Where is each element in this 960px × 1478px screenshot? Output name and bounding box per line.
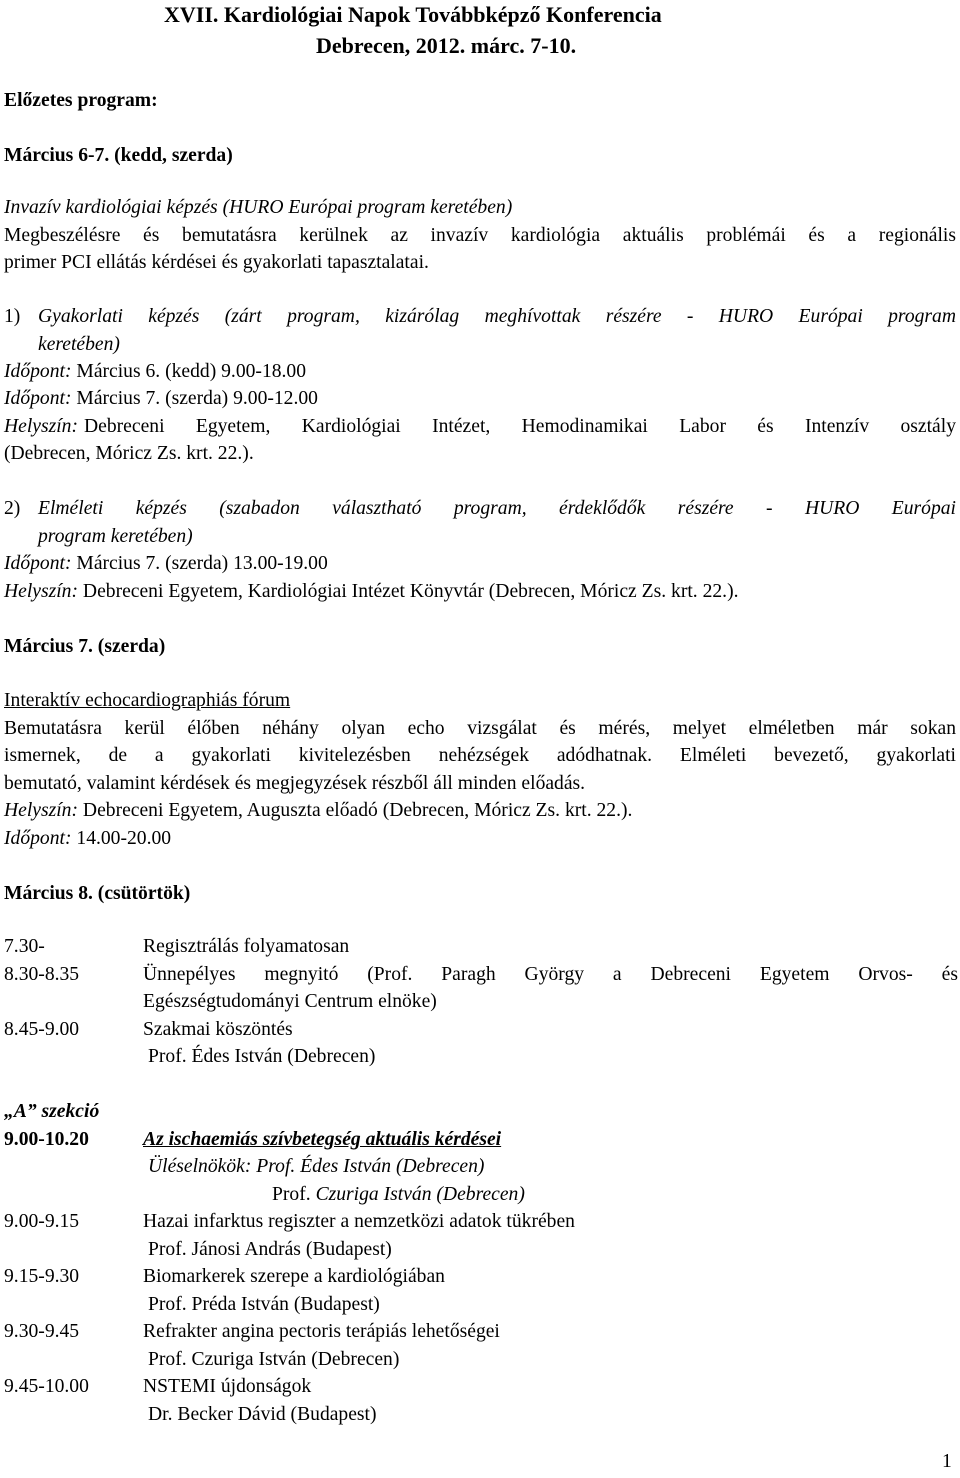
talk-speaker: Prof. Czuriga István (Debrecen)	[148, 1349, 400, 1370]
day1-description-line2: primer PCI ellátás kérdései és gyakorlati tapasztalatai.	[4, 252, 429, 273]
item1-title-line2: keretében)	[38, 334, 120, 355]
item1-number: 1)	[4, 306, 21, 327]
chair-name: Czuriga István (Debrecen)	[315, 1184, 525, 1205]
day2-heading: Március 7. (szerda)	[4, 636, 166, 657]
forum-description-line3: bemutató, valamint kérdések és megjegyzések részből áll minden előadás.	[4, 773, 586, 794]
talk-time: 9.30-9.45	[4, 1321, 80, 1342]
place-label: Helyszín:	[4, 416, 79, 437]
time-label: Időpont:	[4, 553, 72, 574]
forum-description-line2: ismernek, de a gyakorlati kivitelezésben nehézségek adódhatnak. Elméleti bevezető, gyakorlati	[4, 745, 956, 766]
place-value: Debreceni Egyetem, Kardiológiai Intézet Könyvtár (Debrecen, Móricz Zs. krt. 22.).	[82, 581, 739, 602]
day1-heading: Március 6-7. (kedd, szerda)	[4, 145, 233, 166]
time-label: Időpont:	[4, 361, 72, 382]
item1-place-line2: (Debrecen, Móricz Zs. krt. 22.).	[4, 443, 254, 464]
forum-place	[4, 800, 632, 823]
conference-date-place: Debrecen, 2012. márc. 7-10.	[316, 33, 577, 58]
day1-course-title: Invazív kardiológiai képzés (HURO Európai program keretében)	[4, 197, 513, 218]
schedule-text-continued: Egészségtudományi Centrum elnöke)	[143, 991, 437, 1012]
schedule-time: 8.45-9.00	[4, 1019, 80, 1040]
preliminary-program-label: Előzetes program:	[4, 90, 158, 111]
item2-title-line2: program keretében)	[38, 526, 193, 547]
place-value: Debreceni Egyetem, Auguszta előadó (Debrecen, Móricz Zs. krt. 22.).	[82, 800, 633, 821]
forum-title: Interaktív echocardiographiás fórum	[4, 690, 291, 711]
item1-time1	[4, 361, 306, 384]
schedule-speaker: Prof. Édes István (Debrecen)	[148, 1046, 376, 1067]
item2-place	[4, 581, 739, 604]
talk-speaker: Dr. Becker Dávid (Budapest)	[148, 1404, 377, 1425]
item1-time2	[4, 388, 318, 411]
item1-title-line1: Gyakorlati képzés (zárt program, kizárólag meghívottak részére - HURO Európai program	[38, 306, 956, 327]
forum-description-line1: Bemutatásra kerül élőben néhány olyan echo vizsgálat és mérés, melyet elméletben már sokan	[4, 718, 956, 739]
talk-time: 9.45-10.00	[4, 1376, 89, 1397]
schedule-text: Szakmai köszöntés	[143, 1019, 293, 1040]
time-value: 14.00-20.00	[76, 828, 172, 849]
chairs-label: Üléselnökök:	[148, 1156, 252, 1177]
time-label: Időpont:	[4, 828, 72, 849]
item1-place-line1	[4, 416, 956, 439]
time-value: Március 7. (szerda) 9.00-12.00	[76, 388, 318, 409]
talk-title: NSTEMI újdonságok	[143, 1376, 312, 1397]
place-label: Helyszín:	[4, 581, 79, 602]
time-value: Március 6. (kedd) 9.00-18.00	[76, 361, 307, 382]
talk-title: Biomarkerek szerepe a kardiológiában	[143, 1266, 445, 1287]
place-label: Helyszín:	[4, 800, 79, 821]
item2-number: 2)	[4, 498, 21, 519]
schedule-text: Ünnepélyes megnyitó (Prof. Paragh György a Debreceni Egyetem Orvos- és	[143, 964, 958, 985]
forum-time	[4, 828, 171, 851]
talk-time: 9.15-9.30	[4, 1266, 80, 1287]
item2-time	[4, 553, 328, 576]
page-number: 1	[942, 1451, 952, 1472]
talk-speaker: Prof. Préda István (Budapest)	[148, 1294, 380, 1315]
schedule-time: 8.30-8.35	[4, 964, 80, 985]
chair-prefix: Prof.	[272, 1184, 311, 1205]
day3-heading: Március 8. (csütörtök)	[4, 883, 191, 904]
talk-time: 9.00-9.15	[4, 1211, 80, 1232]
section-chair2	[272, 1184, 525, 1207]
section-label: „A” szekció	[4, 1101, 100, 1122]
section-chairs	[148, 1156, 484, 1179]
talk-title: Hazai infarktus regiszter a nemzetközi adatok tükrében	[143, 1211, 575, 1232]
time-value: Március 7. (szerda) 13.00-19.00	[76, 553, 328, 574]
section-time: 9.00-10.20	[4, 1129, 89, 1150]
section-title: Az ischaemiás szívbetegség aktuális kérdései	[143, 1129, 502, 1150]
talk-speaker: Prof. Jánosi András (Budapest)	[148, 1239, 392, 1260]
time-label: Időpont:	[4, 388, 72, 409]
chair-name: Prof. Édes István (Debrecen)	[256, 1156, 485, 1177]
talk-title: Refrakter angina pectoris terápiás lehetőségei	[143, 1321, 500, 1342]
schedule-time: 7.30-	[4, 936, 45, 957]
schedule-text: Regisztrálás folyamatosan	[143, 936, 350, 957]
place-value: Debreceni Egyetem, Kardiológiai Intézet, Hemodinamikai Labor és Intenzív osztály	[84, 416, 956, 437]
day1-description-line1: Megbeszélésre és bemutatásra kerülnek az invazív kardiológia aktuális problémái és a regionális	[4, 225, 956, 246]
item2-title-line1: Elméleti képzés (szabadon választható program, érdeklődők részére - HURO Európai	[38, 498, 956, 519]
conference-title: XVII. Kardiológiai Napok Továbbképző Konferencia	[164, 2, 662, 27]
